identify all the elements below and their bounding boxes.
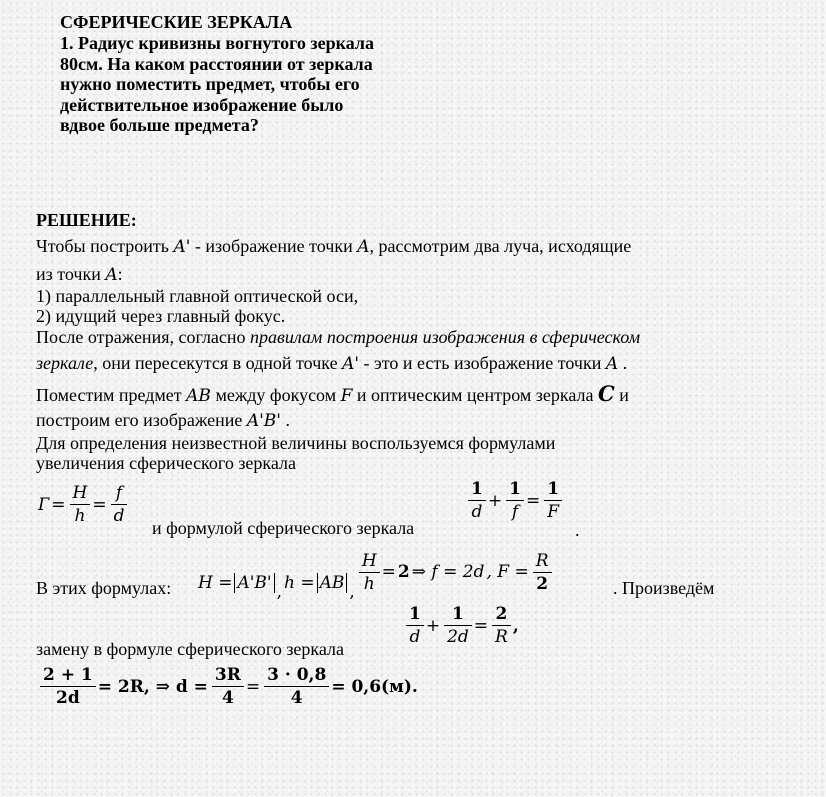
- symbol-f: F: [340, 386, 353, 406]
- solution-heading: РЕШЕНИЕ:: [36, 210, 137, 230]
- final-formula: $\frac{2 + 1}{2d}$ = 2R, ⇒ d = $\frac{3R}{4}$ = $\frac{3 \cdot 0,8}{4}$ = 0,6(м).: [38, 664, 420, 709]
- solution-line-5: Поместим предмет AB между фокусом F и оптическим центром зеркала C и: [36, 381, 629, 406]
- solution-line-4: зеркале, они пересекутся в одной точке A' - это и есть изображение точки A .: [36, 353, 628, 374]
- task-line: действительное изображение было: [60, 94, 344, 115]
- symbol-a: A: [605, 354, 619, 374]
- solution-line-9: и формулой сферического зеркала: [152, 518, 415, 538]
- symbol-a: A: [105, 265, 118, 285]
- task-statement: [60, 33, 374, 136]
- task-line: вдвое больше предмета?: [60, 115, 259, 135]
- page-title: СФЕРИЧЕСКИЕ ЗЕРКАЛА: [60, 12, 293, 32]
- ray-2: 2) идущий через главный фокус.: [36, 306, 286, 326]
- solution-line-10: В этих формулах:: [36, 578, 172, 598]
- symbol-ab: AB: [186, 386, 211, 406]
- solution-line-1: Чтобы построить A' - изображение точки A, рассмотрим два луча, исходящие: [36, 236, 632, 257]
- solution-line-3: После отражения, согласно правилам построения изображения в сферическом: [36, 327, 641, 347]
- solution-line-8: увеличения сферического зеркала: [36, 453, 297, 473]
- solution-line-7: Для определения неизвестной величины воспользуемся формулами: [36, 433, 556, 453]
- solution-line-11: замену в формуле сферического зеркала: [36, 639, 345, 659]
- task-line: нужно поместить предмет, чтобы его: [60, 74, 360, 94]
- rules-link[interactable]: правилам построения изображения в сферическом: [250, 327, 641, 347]
- mirror-formula-end: .: [575, 520, 580, 540]
- substitution-formula: $\frac{1}{d}$ + $\frac{1}{2d}$ = $\frac{2}{R}$ ,: [404, 603, 521, 648]
- symbol-a-prime: A': [342, 354, 360, 374]
- symbol-a: A: [357, 237, 370, 257]
- rules-link-end[interactable]: зеркале: [36, 353, 94, 373]
- magnification-formula: Г = $\frac{H}{h}$ = $\frac{f}{d}$: [38, 482, 129, 527]
- symbol-a-b-prime: A'B': [246, 411, 281, 431]
- definitions-formula: H = A'B' , h = AB , $\frac{H}{h}$ = 2 ⇒ f = 2d , F = $\frac{R}{2}$: [198, 542, 554, 602]
- ray-1: 1) параллельный главной оптической оси,: [36, 286, 359, 306]
- solution-line-10-end: . Произведём: [613, 578, 715, 598]
- symbol-c: C: [598, 381, 615, 406]
- task-line: 1. Радиус кривизны вогнутого зеркала: [60, 33, 374, 53]
- task-line: 80см. На каком расстоянии от зеркала: [60, 53, 373, 74]
- solution-line-2: из точки A:: [36, 264, 123, 285]
- solution-line-6: построим его изображение A'B' .: [36, 410, 290, 431]
- mirror-formula: $\frac{1}{d}$ + $\frac{1}{f}$ = $\frac{1}{F}$: [466, 478, 564, 523]
- symbol-a-prime: A': [173, 237, 191, 257]
